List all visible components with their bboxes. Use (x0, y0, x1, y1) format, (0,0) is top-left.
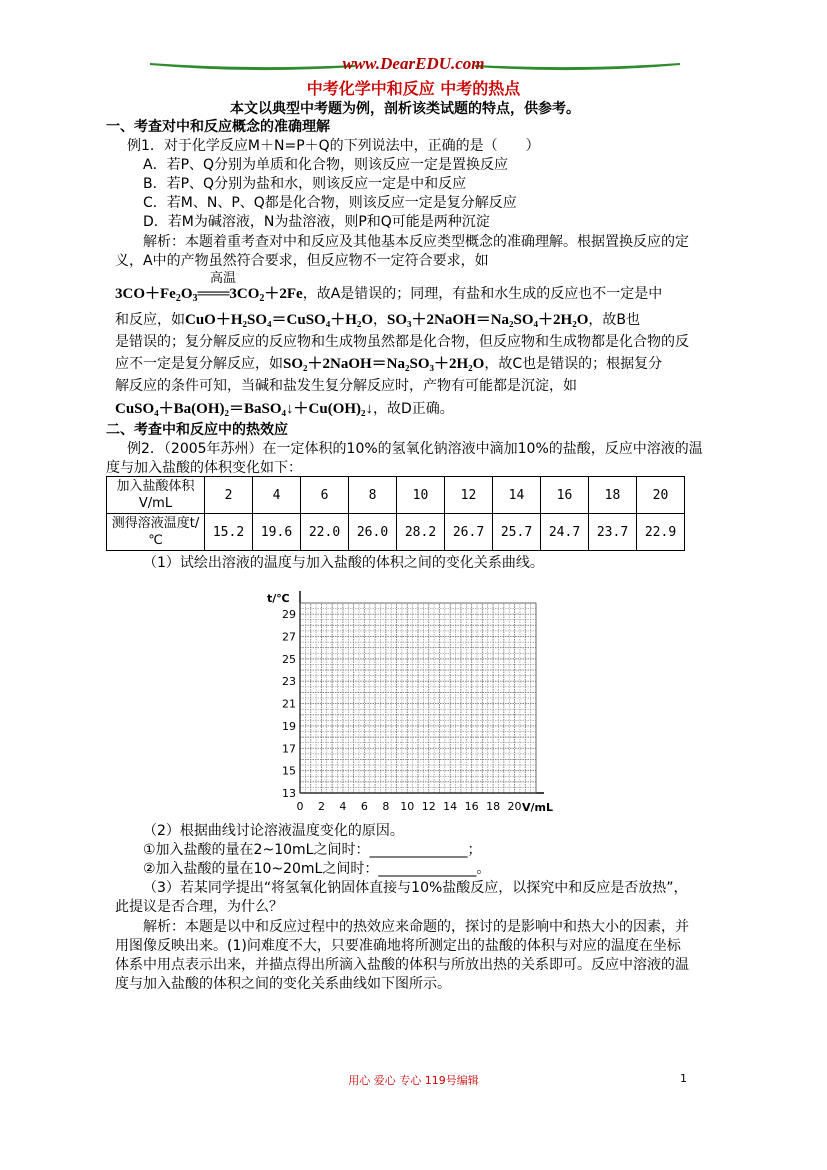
analysis-line-9: CuSO₄＋Ba(OH)₂＝BaSO₄↓＋Cu(OH)₂↓，故D正确。 (115, 401, 454, 417)
y-tick-label: 13 (282, 787, 296, 800)
table-cell: 24.7 (541, 514, 589, 551)
y-axis-label: t/℃ (267, 592, 290, 605)
option-a: A．若P、Q分别为单质和化合物，则该反应一定是置换反应 (143, 157, 509, 173)
document-title: 中考化学中和反应 中考的热点 (306, 79, 521, 98)
x-tick-label: 0 (296, 800, 304, 813)
table-cell: 16 (541, 477, 589, 514)
option-c: C．若M、N、P、Q都是化合物，则该反应一定是复分解反应 (143, 195, 517, 211)
table-cell: 19.6 (253, 514, 301, 551)
analysis-line-1: 解析：本题着重考查对中和反应及其他基本反应类型概念的准确理解。根据置换反应的定 (143, 234, 689, 250)
equation-2: CuO＋H₂SO₄＝CuSO₄＋H₂O (185, 312, 374, 328)
equation-1-right: $3CO_2+2Fe$ (229, 286, 303, 304)
option-b: B．若P、Q分别为盐和水，则该反应一定是中和反应 (143, 176, 467, 192)
table-cell: 6 (301, 477, 349, 514)
chart-axes (300, 591, 544, 793)
y-axis-ticks (282, 608, 296, 800)
reaction-condition: 高温 (210, 271, 237, 286)
answer-line-1: 解析：本题是以中和反应过程中的热效应来命题的，探讨的是影响中和热大小的因素，并 (143, 919, 689, 935)
y-tick-label: 19 (282, 719, 296, 733)
temperature-volume-grid-chart (265, 588, 555, 820)
table-cell: 28.2 (397, 514, 445, 551)
y-tick-label: 23 (282, 675, 296, 689)
x-tick-label: 10 (400, 800, 415, 813)
x-tick-label: 20 (507, 800, 522, 813)
answer-line-3: 体系中用点表示出来，并描点得出所滴入盐酸的体积与所放出热的关系即可。反应中溶液的温 (115, 957, 689, 973)
table-cell: 25.7 (493, 514, 541, 551)
table-cell: 14 (493, 477, 541, 514)
site-title: www.DearEDU.com (342, 54, 485, 73)
table-cell: 18 (589, 477, 637, 514)
table-header-temperature: 测得溶液温度t/℃ (107, 514, 205, 551)
x-tick-label: 12 (421, 800, 436, 813)
data-table (106, 476, 685, 551)
question-2-part-1: ①加入盐酸的量在2~10mL之间时：______________； (143, 842, 482, 858)
y-tick-label: 25 (282, 652, 296, 666)
x-tick-label: 8 (382, 800, 390, 813)
table-cell: 8 (349, 477, 397, 514)
table-cell: 22.9 (637, 514, 685, 551)
analysis-line-2: 义，A中的产物虽然符合要求，但反应物不一定符合要求，如 (115, 253, 489, 269)
page-number: 1 (680, 1072, 687, 1085)
equation-4: SO₂＋2NaOH＝Na₂SO₃＋2H₂O (283, 356, 485, 372)
example-2-line-2: 度与加入盐酸的体积变化如下： (106, 460, 302, 476)
question-3-line-1: （3）若某同学提出“将氢氧化钠固体直接与10%盐酸反应，以探究中和反应是否放热”， (143, 880, 688, 896)
y-tick-label: 21 (282, 697, 296, 711)
table-cell: 12 (445, 477, 493, 514)
section-heading-1: 一、考查对中和反应概念的准确理解 (106, 119, 330, 135)
table-cell: 15.2 (205, 514, 253, 551)
table-cell: 20 (637, 477, 685, 514)
chart-grid (300, 603, 536, 793)
analysis-line-8: 解反应的条件可知，当碱和盐发生复分解反应时，产物有可能都是沉淀，如 (115, 378, 577, 394)
document-intro: 本文以典型中考题为例，剖析该类试题的特点，供参考。 (230, 101, 580, 117)
question-2-part-2: ②加入盐酸的量在10~20mL之间时：______________。 (143, 861, 491, 877)
x-axis-ticks (297, 800, 522, 813)
table-cell: 26.7 (445, 514, 493, 551)
analysis-line-7: 应不一定是复分解反应，如SO₂＋2NaOH＝Na₂SO₃＋2H₂O，故C也是错误的；根据复分 (115, 356, 663, 372)
x-axis-label: V/mL (522, 801, 554, 814)
x-tick-label: 18 (486, 800, 501, 813)
x-tick-label: 14 (443, 800, 458, 813)
table-cell: 10 (397, 477, 445, 514)
table-row (107, 477, 685, 514)
table-cell: 22.0 (301, 514, 349, 551)
table-cell: 2 (205, 477, 253, 514)
equation-1-tail: ，故A是错误的；同理，有盐和水生成的反应也不一定是中 (302, 286, 663, 302)
question-3-line-2: 此提议是否合理，为什么？ (115, 899, 283, 915)
y-tick-label: 15 (282, 764, 296, 778)
analysis-line-5: 和反应，如CuO＋H₂SO₄＝CuSO₄＋H₂O，SO₃＋2NaOH＝Na₂SO₄＋2H₂O，故B也 (115, 312, 640, 328)
page-footer: 用心 爱心 专心 119号编辑 (348, 1074, 479, 1087)
table-cell: 23.7 (589, 514, 637, 551)
table-cell: 26.0 (349, 514, 397, 551)
equation-3: SO₃＋2NaOH＝Na₂SO₄＋2H₂O (387, 312, 589, 328)
x-tick-label: 4 (339, 800, 347, 813)
x-tick-label: 2 (317, 800, 325, 813)
example-1-question: 例1．对于化学反应M＋N=P＋Q的下列说法中，正确的是（ ） (127, 138, 540, 154)
equals-sign: ═══ (197, 286, 230, 302)
answer-line-4: 度与加入盐酸的体积之间的变化关系曲线如下图所示。 (115, 976, 451, 992)
question-2: （2）根据曲线讨论溶液温度变化的原因。 (143, 823, 404, 839)
analysis-line-6: 是错误的；复分解反应的反应物和生成物虽然都是化合物，但反应物和生成物都是化合物的反 (115, 334, 689, 350)
y-tick-label: 27 (282, 630, 296, 644)
x-tick-label: 6 (360, 800, 368, 813)
equation-1-line (115, 285, 662, 303)
section-heading-2: 二、考查中和反应中的热效应 (106, 422, 288, 438)
equation-5: CuSO₄＋Ba(OH)₂＝BaSO₄↓＋Cu(OH)₂↓ (115, 401, 374, 417)
question-1: （1）试绘出溶液的温度与加入盐酸的体积之间的变化关系曲线。 (143, 555, 544, 571)
y-tick-label: 17 (282, 742, 296, 756)
answer-line-2: 用图像反映出来。(1)问难度不大，只要准确地将所测定出的盐酸的体积与对应的温度在坐标 (115, 938, 681, 954)
table-cell: 4 (253, 477, 301, 514)
example-2-line-1: 例2．（2005年苏州）在一定体积的10%的氢氧化钠溶液中滴加10%的盐酸，反应中溶液的温 (127, 441, 703, 457)
option-d: D．若M为碱溶液，N为盐溶液，则P和Q可能是两种沉淀 (143, 214, 490, 230)
table-header-volume: 加入盐酸体积V/mL (107, 477, 205, 514)
table-row (107, 514, 685, 551)
equation-1-left: $3CO+Fe_2O_3$ (115, 286, 198, 304)
x-tick-label: 16 (464, 800, 479, 813)
y-tick-label: 29 (282, 608, 296, 622)
